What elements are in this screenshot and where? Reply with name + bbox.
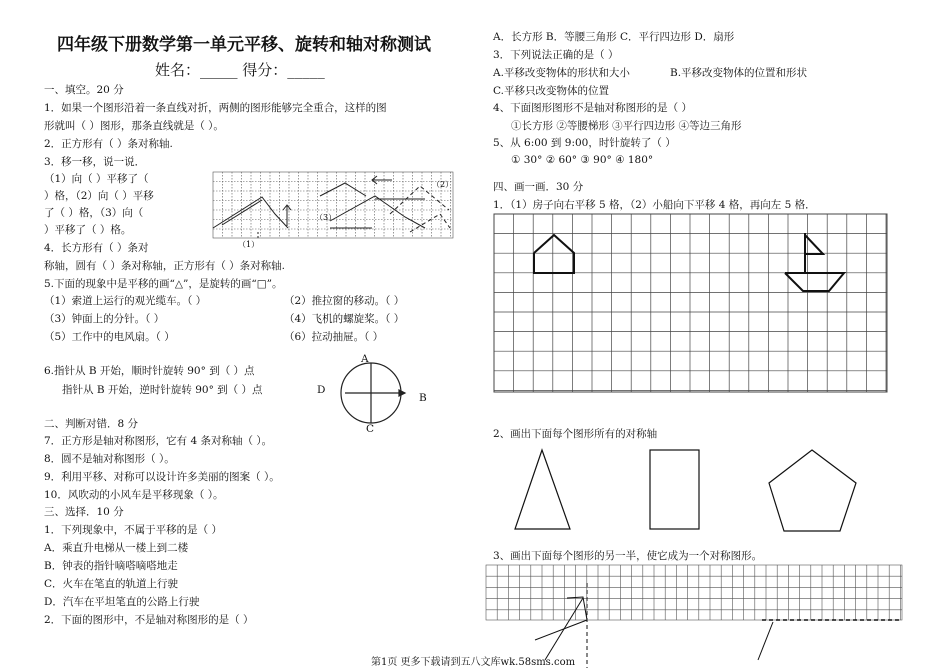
choice-2: 2．下面的图形中，不是轴对称图形的是（ ） xyxy=(44,614,254,626)
choice-1: 1．下列现象中，不属于平移的是（ ） xyxy=(44,524,223,536)
q5-item-6: （6）拉动抽屉。（ ） xyxy=(284,331,384,343)
section-3-heading: 三、选择．10 分 xyxy=(44,506,124,518)
clock-label-d: D xyxy=(317,384,326,396)
q5-item-1: （1）索道上运行的观光缆车。（ ） xyxy=(44,295,207,307)
footer: 第1页 更多下载请到五八文库wk.58sms.com xyxy=(371,657,576,668)
choice-3-b: B.平移改变物体的位置和形状 xyxy=(670,67,808,79)
choice-3-a: A.平移改变物体的形状和大小 xyxy=(493,67,630,79)
q6-line-b: 指针从 B 开始，逆时针旋转 90° 到（ ）点 xyxy=(62,384,263,396)
q5: 5.下面的现象中是平移的画“△”，是旋转的画“□”。 xyxy=(44,278,283,290)
q10: 10．风吹动的小风车是平移现象（ ）。 xyxy=(44,489,224,501)
choice-3: 3．下列说法正确的是（ ） xyxy=(493,49,619,61)
q1-line-b: 形就叫（ ）图形，那条直线就是（ ）。 xyxy=(44,120,224,132)
name-score-line: 姓名：_____ 得分：_____ xyxy=(155,61,325,79)
clock-diagram xyxy=(341,363,405,423)
q3-line-b: ）格，（2）向（ ）平移 xyxy=(44,190,154,202)
grid-label-3: （3） xyxy=(315,213,337,222)
q1-line-a: 1．如果一个图形沿着一条直线对折，两侧的图形能够完全重合，这样的图 xyxy=(44,102,387,114)
grid-label-2: （2） xyxy=(432,180,454,189)
q4-line-a: 4．长方形有（ ）条对 xyxy=(44,242,149,254)
q4-line-b: 称轴，圆有（ ）条对称轴，正方形有（ ）条对称轴. xyxy=(44,260,286,272)
page-title: 四年级下册数学第一单元平移、旋转和轴对称测试 xyxy=(57,35,431,55)
choice-5-options: ① 30° ② 60° ③ 90° ④ 180° xyxy=(511,154,654,166)
choice-1-c: C．火车在笔直的轨道上行驶 xyxy=(44,578,179,590)
boat-shape xyxy=(785,233,844,291)
q3: 3．移一移，说一说． xyxy=(44,156,146,168)
q2: 2．正方形有（ ）条对称轴. xyxy=(44,138,173,150)
section-4-heading: 四、画一画．30 分 xyxy=(493,181,584,193)
q3-line-a: （1）向（ ）平移了（ xyxy=(44,173,149,185)
q6-line-a: 6.指针从 B 开始，顺时针旋转 90° 到（ ）点 xyxy=(44,365,255,377)
section-1-heading: 一、填空。20 分 xyxy=(44,84,124,96)
choice-1-d: D．汽车在平坦笔直的公路上行驶 xyxy=(44,596,200,608)
choice-2-options: A．长方形 B．等腰三角形 C．平行四边形 D．扇形 xyxy=(493,31,735,43)
choice-1-b: B．钟表的指针嘀嗒嘀嗒地走 xyxy=(44,560,178,572)
symmetry-shapes xyxy=(515,450,856,531)
q9: 9．利用平移、对称可以设计许多美丽的图案（ ）。 xyxy=(44,471,280,483)
q7: 7．正方形是轴对称图形，它有 4 条对称轴（ ）。 xyxy=(44,435,273,447)
draw-grid-3 xyxy=(486,565,902,620)
q3-line-d: ）平移了（ ）格。 xyxy=(44,224,132,236)
grid-label-1: （1） xyxy=(238,240,260,249)
q5-item-4: （4）飞机的螺旋桨。（ ） xyxy=(284,313,405,325)
q5-item-5: （5）工作中的电风扇。（ ） xyxy=(44,331,175,343)
draw-grid-1 xyxy=(494,214,887,392)
q5-item-2: （2）推拉窗的移动。（ ） xyxy=(284,295,405,307)
half-shapes xyxy=(535,583,900,668)
draw-1: 1．（1）房子向右平移 5 格，（2）小船向下平移 4 格，再向左 5 格． xyxy=(493,199,816,211)
clock-label-b: B xyxy=(419,392,427,404)
q5-item-3: （3）钟面上的分针。（ ） xyxy=(44,313,165,325)
clock-label-a: A xyxy=(361,353,369,365)
draw-3: 3、画出下面每个图形的另一半，使它成为一个对称图形。 xyxy=(493,550,763,562)
choice-3-c: C.平移只改变物体的位置 xyxy=(493,85,609,97)
choice-4-options: ①长方形 ②等腰梯形 ③平行四边形 ④等边三角形 xyxy=(511,120,742,132)
choice-5: 5、从 6:00 到 9:00，时针旋转了（ ） xyxy=(493,137,676,149)
draw-2: 2、画出下面每个图形所有的对称轴 xyxy=(493,428,658,440)
translation-figures xyxy=(213,176,450,240)
q3-line-c: 了（ ）格，（3）向（ xyxy=(44,207,144,219)
choice-4: 4、下面图形图形不是轴对称图形的是（ ） xyxy=(493,102,693,114)
house-shape xyxy=(534,235,574,273)
choice-1-a: A．乘直升电梯从一楼上到二楼 xyxy=(44,542,189,554)
clock-label-c: C xyxy=(366,423,375,435)
section-2-heading: 二、判断对错．8 分 xyxy=(44,418,139,430)
q8: 8．圆不是轴对称图形（ ）。 xyxy=(44,453,175,465)
